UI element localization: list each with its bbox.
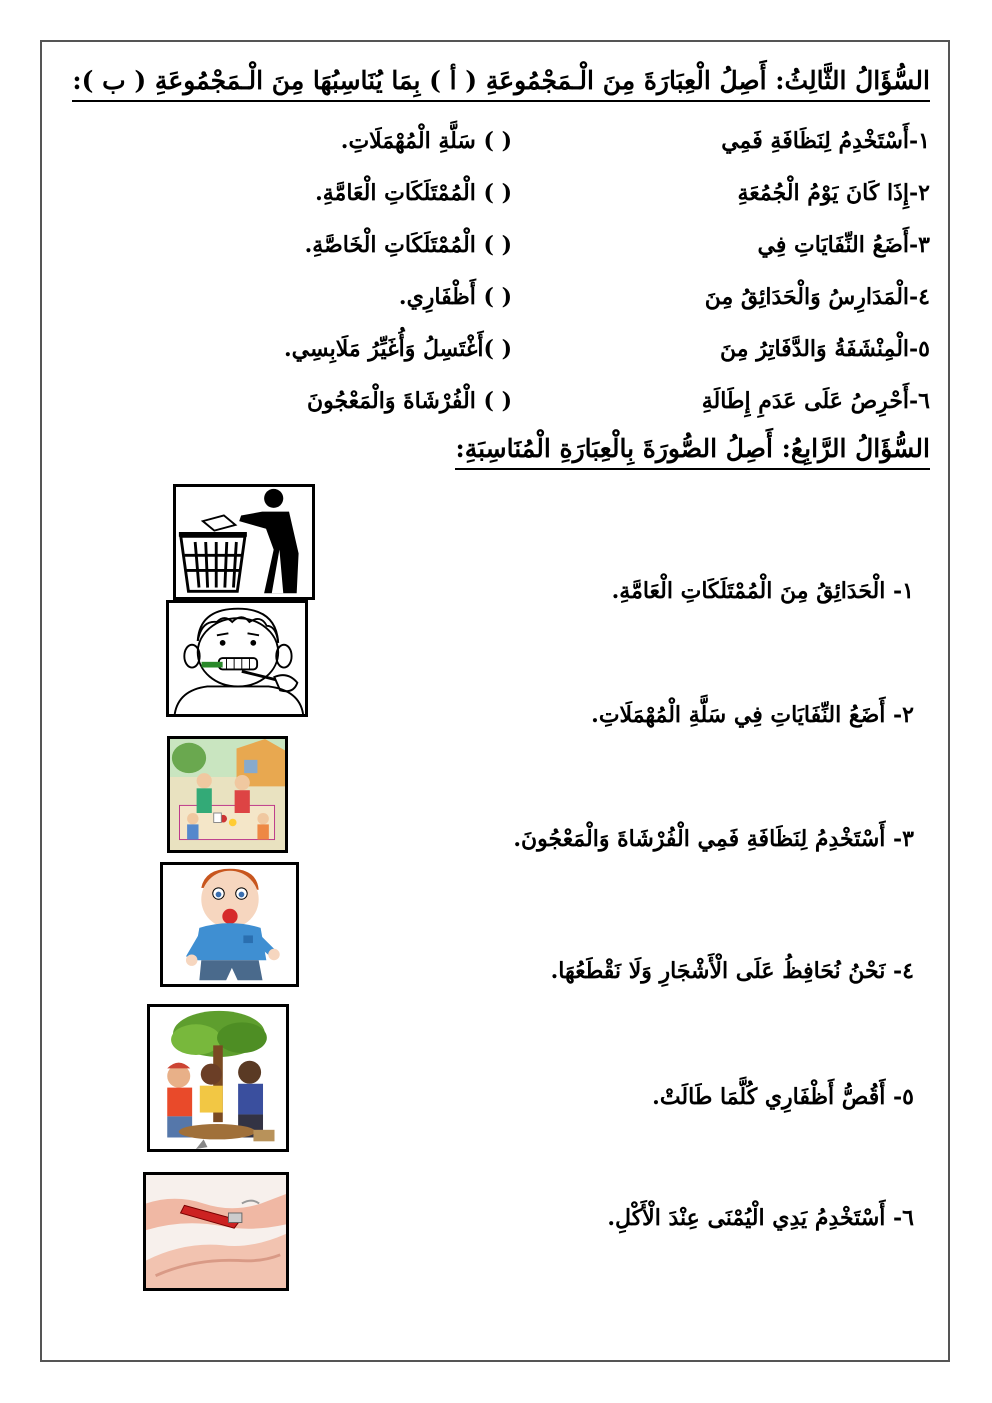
group-b-item-2: ( ) الْمُمْتَلَكَاتِ الْعَامَّةِ. xyxy=(315,180,512,206)
nail-clipping-picture xyxy=(143,1172,289,1291)
tooth-brushing-picture xyxy=(166,600,308,717)
group-b-item-1: ( ) سَلَّةِ الْمُهْمَلَاتِ. xyxy=(340,128,512,154)
group-b-item-5: ( )أَغْتَسِلُ وَأُغَيِّرُ مَلَابِسِي. xyxy=(283,336,512,362)
group-b-item-3: ( ) الْمُمْتَلَكَاتِ الْخَاصَّةِ. xyxy=(304,232,512,258)
group-a-item-3: ٣-أَضَعُ النِّفَايَاتِ فِي xyxy=(757,232,930,258)
q4-sentence-2: ٢- أَضَعُ النِّفَايَاتِ فِي سَلَّةِ الْمُهْمَلَاتِ. xyxy=(591,702,914,728)
group-a-item-1: ١-أَسْتَخْدِمُ لِنَظَافَةِ فَمِي xyxy=(721,128,930,154)
q4-sentence-5: ٥- أَقُصُّ أَظْفَارِي كُلَّمَا طَالَتْ. xyxy=(652,1084,914,1110)
trash-bin-icon xyxy=(173,484,315,600)
group-a-item-2: ٢-إِذَا كَانَ يَوْمُ الْجُمُعَةِ xyxy=(737,180,930,206)
q4-sentence-4: ٤- نَحْنُ نُحَافِظُ عَلَى الْأَشْجَارِ وَلَا نَقْطَعُهَا. xyxy=(550,958,914,984)
boy-eating-picture xyxy=(160,862,299,987)
q4-sentence-6: ٦- أَسْتَخْدِمُ يَدِي الْيُمْنَى عِنْدَ الْأَكْلِ. xyxy=(607,1205,914,1231)
question-4-title: السُّؤَالُ الرَّابِعُ: أَصِلُ الصُّورَةَ بِالْعِبَارَةِ الْمُنَاسِبَةِ: xyxy=(455,434,930,470)
kids-planting-tree-picture xyxy=(147,1004,289,1152)
group-b-item-4: ( ) أَظْفَارِي. xyxy=(398,284,512,310)
group-a-item-6: ٦-أَحْرِصُ عَلَى عَدَمِ إِطَالَةِ xyxy=(701,388,930,414)
group-b-item-6: ( ) الْفُرْشَاةَ وَالْمَعْجُونَ xyxy=(306,388,512,414)
q4-sentence-3: ٣- أَسْتَخْدِمُ لِنَظَافَةِ فَمِي الْفُرْشَاةَ وَالْمَعْجُونَ. xyxy=(513,826,914,852)
family-picnic-picture xyxy=(167,736,288,853)
group-a-item-4: ٤-الْمَدَارِسُ وَالْحَدَائِقُ مِنَ xyxy=(704,284,930,310)
q4-sentence-1: ١- الْحَدَائِقُ مِنَ الْمُمْتَلَكَاتِ الْعَامَّةِ. xyxy=(611,578,914,604)
question-3-title: السُّؤَالُ الثَّالِثُ: أَصِلُ الْعِبَارَةَ مِنَ الْـمَجْمُوعَةِ ( أ ) بِمَا يُنَاسِبُهَا مِنَ الْـمَجْمُوعَةِ ( ب ): xyxy=(72,66,930,102)
group-a-item-5: ٥-الْمِنْشَفَةُ وَالدَّفَاتِرُ مِنَ xyxy=(720,336,930,362)
